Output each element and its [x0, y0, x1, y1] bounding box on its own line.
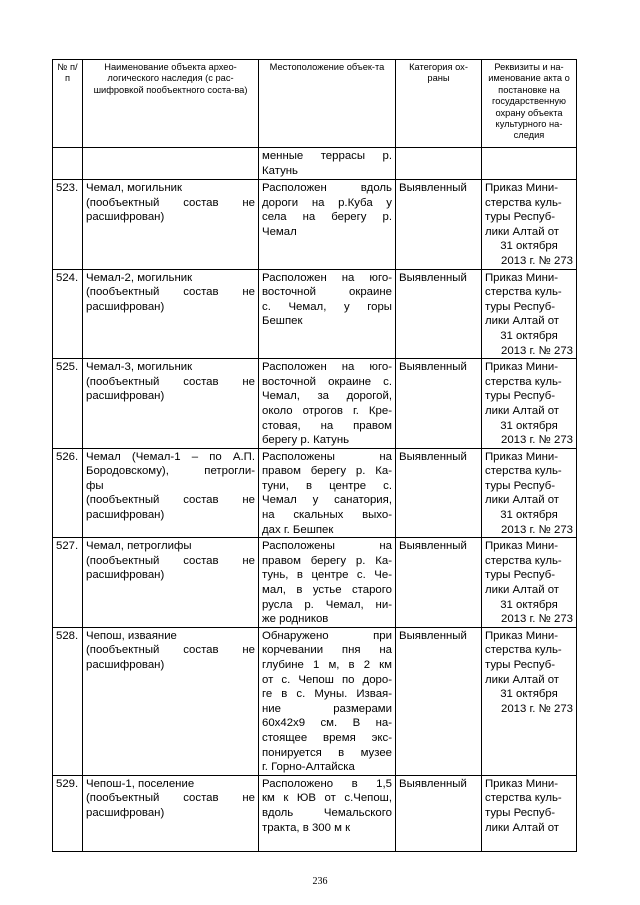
name-line: Чепош-1, поселение — [86, 777, 195, 790]
object-location — [259, 775, 396, 851]
location-line: понируется в музее — [262, 746, 392, 759]
continuation-row — [53, 148, 577, 180]
requisites-line: туры Респуб- — [485, 479, 556, 492]
table-body — [53, 148, 577, 852]
name-line: фы — [86, 479, 104, 492]
requisites-line: 31 октября — [500, 509, 558, 522]
requisites-line: 31 октября — [500, 240, 558, 253]
location-line: Расположены на — [262, 450, 392, 463]
act-requisites — [482, 538, 577, 628]
table-row — [53, 627, 577, 775]
name-line: расшифрован) — [86, 806, 165, 819]
location-line: восточной окраине с. — [262, 375, 392, 388]
table-row — [53, 538, 577, 628]
location-line: корчевании пня на — [262, 644, 392, 657]
requisites-line: Приказ Мини- — [485, 629, 559, 642]
location-line: туни, в центре с. — [262, 479, 392, 492]
row-number: 525. — [53, 359, 83, 449]
location-line: вдоль Чемальского — [262, 806, 392, 819]
name-line: Чепош, изваяние — [86, 629, 177, 642]
requisites-line: лики Алтай от — [485, 821, 560, 834]
name-line: Чемал (Чемал-1 – по А.П. — [86, 450, 255, 463]
location-line: берегу р. Катунь — [262, 434, 350, 447]
location-line: стоящее время экс- — [262, 731, 392, 744]
requisites-line: 2013 г. № 273 — [501, 434, 573, 447]
requisites-line: 2013 г. № 273 — [501, 254, 573, 267]
protection-category: Выявленный — [396, 775, 482, 851]
requisites-line: стерства куль- — [485, 792, 562, 805]
object-name — [83, 269, 259, 359]
location-line: села на берегу р. — [262, 211, 392, 224]
requisites-line: Приказ Мини- — [485, 182, 559, 194]
protection-category: Выявленный — [396, 269, 482, 359]
row-number: 523. — [53, 180, 83, 270]
table-row — [53, 269, 577, 359]
location-line: Бешпек — [262, 315, 303, 328]
protection-category: Выявленный — [396, 538, 482, 628]
table-row — [53, 359, 577, 449]
location-line: Расположено в 1,5 — [262, 777, 392, 790]
table-row — [53, 180, 577, 270]
object-name — [83, 180, 259, 270]
location-line: Расположены на — [262, 540, 392, 553]
object-location — [259, 538, 396, 628]
location-line: Обнаружено при — [262, 629, 392, 642]
requisites-line: 2013 г. № 273 — [501, 523, 573, 536]
act-requisites — [482, 775, 577, 851]
requisites-line: Приказ Мини- — [485, 361, 559, 374]
row-number: 527. — [53, 538, 83, 628]
location-line: тунь, в центре с. Че- — [262, 569, 392, 582]
requisites-line: 31 октября — [500, 688, 558, 701]
requisites-line: туры Респуб- — [485, 806, 556, 819]
table-row — [53, 775, 577, 851]
name-line: (пообъектный состав не — [86, 286, 255, 299]
requisites-line: туры Респуб- — [485, 659, 556, 671]
requisites-line: лики Алтай от — [485, 225, 560, 238]
object-name — [83, 627, 259, 775]
row-number: 526. — [53, 448, 83, 538]
requisites-line: стерства куль- — [485, 196, 562, 209]
protection-category: Выявленный — [396, 448, 482, 538]
location-line: км к ЮВ от с.Чепош, — [262, 792, 392, 805]
name-line: (пообъектный состав не — [86, 644, 255, 657]
object-name — [83, 359, 259, 449]
requisites-line: туры Респуб- — [485, 569, 556, 582]
name-line: расшифрован) — [86, 211, 165, 224]
location-line: мал, в устье старого — [262, 584, 392, 597]
name-line: Бородовскому), петрогли- — [86, 465, 255, 478]
location-line: 60х42х9 см. В на- — [262, 717, 392, 730]
location-line: около отрогов г. Кре- — [262, 404, 392, 417]
name-line: расшифрован) — [86, 390, 165, 403]
location-line: тракта, в 300 м к — [262, 821, 351, 834]
name-line: (пообъектный состав не — [86, 554, 255, 567]
name-line: расшифрован) — [86, 509, 165, 522]
object-name — [83, 448, 259, 538]
requisites-line: стерства куль- — [485, 286, 562, 299]
requisites-line: туры Респуб- — [485, 390, 556, 403]
location-line: Расположен на юго- — [262, 361, 392, 374]
name-line: Чемал, петроглифы — [86, 540, 192, 553]
requisites-line: лики Алтай от — [485, 315, 560, 328]
location-line: восточной окраине — [262, 286, 392, 299]
location-line: Чемал, за дорогой, — [262, 390, 392, 403]
name-line: (пообъектный состав не — [86, 375, 255, 388]
act-requisites — [482, 269, 577, 359]
header-location: Местоположение объек-та — [259, 60, 396, 148]
act-requisites — [482, 359, 577, 449]
continuation-location — [259, 148, 396, 180]
location-line: дороги на р.Куба у — [262, 196, 392, 209]
table-header — [53, 60, 577, 148]
requisites-line: стерства куль- — [485, 644, 562, 657]
requisites-line: Приказ Мини- — [485, 271, 559, 284]
table-row — [53, 448, 577, 538]
requisites-line: стерства куль- — [485, 375, 562, 388]
name-line: расшифрован) — [86, 569, 165, 582]
location-line: Расположен вдоль — [262, 182, 392, 194]
location-line: дах г. Бешпек — [262, 523, 334, 536]
location-line: правом берегу р. Ка- — [262, 554, 392, 567]
name-line: (пообъектный состав не — [86, 494, 255, 507]
location-line: на скальных выхо- — [262, 509, 392, 522]
location-line: менные террасы р. — [262, 150, 392, 162]
location-line: ние размерами — [262, 702, 392, 715]
name-line: (пообъектный состав не — [86, 792, 255, 805]
name-line: Чемал-2, могильник — [86, 271, 193, 284]
requisites-line: Приказ Мини- — [485, 540, 559, 553]
object-location — [259, 359, 396, 449]
protection-category: Выявленный — [396, 627, 482, 775]
location-line: от с. Чепош по доро- — [262, 673, 392, 686]
object-name — [83, 775, 259, 851]
requisites-line: туры Респуб- — [485, 300, 556, 313]
act-requisites — [482, 627, 577, 775]
location-line: стовая, на правом — [262, 419, 392, 432]
name-line: Чемал, могильник — [86, 182, 182, 194]
location-line: с. Чемал, у горы — [262, 300, 392, 313]
object-location — [259, 448, 396, 538]
header-num: № п/п — [53, 60, 83, 148]
requisites-line: 31 октября — [500, 598, 558, 611]
row-number: 529. — [53, 775, 83, 851]
location-line: правом берегу р. Ка- — [262, 465, 392, 478]
requisites-line: стерства куль- — [485, 554, 562, 567]
heritage-table — [52, 59, 577, 852]
location-line: Чемал — [262, 225, 297, 238]
object-name — [83, 538, 259, 628]
header-name: Наименование объекта архео-логического наследия (с рас-шифровкой пообъектного соста-ва) — [83, 60, 259, 148]
requisites-line: 2013 г. № 273 — [501, 344, 573, 357]
location-line: Катунь — [262, 164, 298, 177]
requisites-line: лики Алтай от — [485, 404, 560, 417]
location-line: Расположен на юго- — [262, 271, 392, 284]
protection-category: Выявленный — [396, 180, 482, 270]
requisites-line: стерства куль- — [485, 465, 562, 478]
requisites-line: 2013 г. № 273 — [501, 702, 573, 715]
name-line: Чемал-3, могильник — [86, 361, 193, 374]
requisites-line: 31 октября — [500, 419, 558, 432]
row-number: 524. — [53, 269, 83, 359]
object-location — [259, 180, 396, 270]
requisites-line: туры Респуб- — [485, 211, 556, 224]
protection-category: Выявленный — [396, 359, 482, 449]
object-location — [259, 627, 396, 775]
requisites-line: 31 октября — [500, 329, 558, 342]
name-line: (пообъектный состав не — [86, 196, 255, 209]
location-line: же родников — [262, 613, 329, 626]
requisites-line: лики Алтай от — [485, 494, 560, 507]
page-number: 236 — [312, 876, 328, 887]
location-line: г. Горно-Алтайска — [262, 761, 355, 774]
requisites-line: Приказ Мини- — [485, 777, 559, 790]
requisites-line: лики Алтай от — [485, 584, 560, 597]
act-requisites — [482, 180, 577, 270]
requisites-line: лики Алтай от — [485, 673, 560, 686]
header-category: Категория ох-раны — [396, 60, 482, 148]
location-line: глубине 1 м, в 2 км — [262, 659, 392, 671]
location-line: Чемал у санатория, — [262, 494, 392, 507]
header-requisites: Реквизиты и на-именование акта о постановке на государственную охрану объекта культурного на-следия — [482, 60, 577, 148]
requisites-line: 2013 г. № 273 — [501, 613, 573, 626]
location-line: русла р. Чемал, ни- — [262, 598, 392, 611]
row-number: 528. — [53, 627, 83, 775]
name-line: расшифрован) — [86, 659, 165, 671]
object-location — [259, 269, 396, 359]
requisites-line: Приказ Мини- — [485, 450, 559, 463]
act-requisites — [482, 448, 577, 538]
location-line: ге в с. Муны. Извая- — [262, 688, 392, 701]
name-line: расшифрован) — [86, 300, 165, 313]
